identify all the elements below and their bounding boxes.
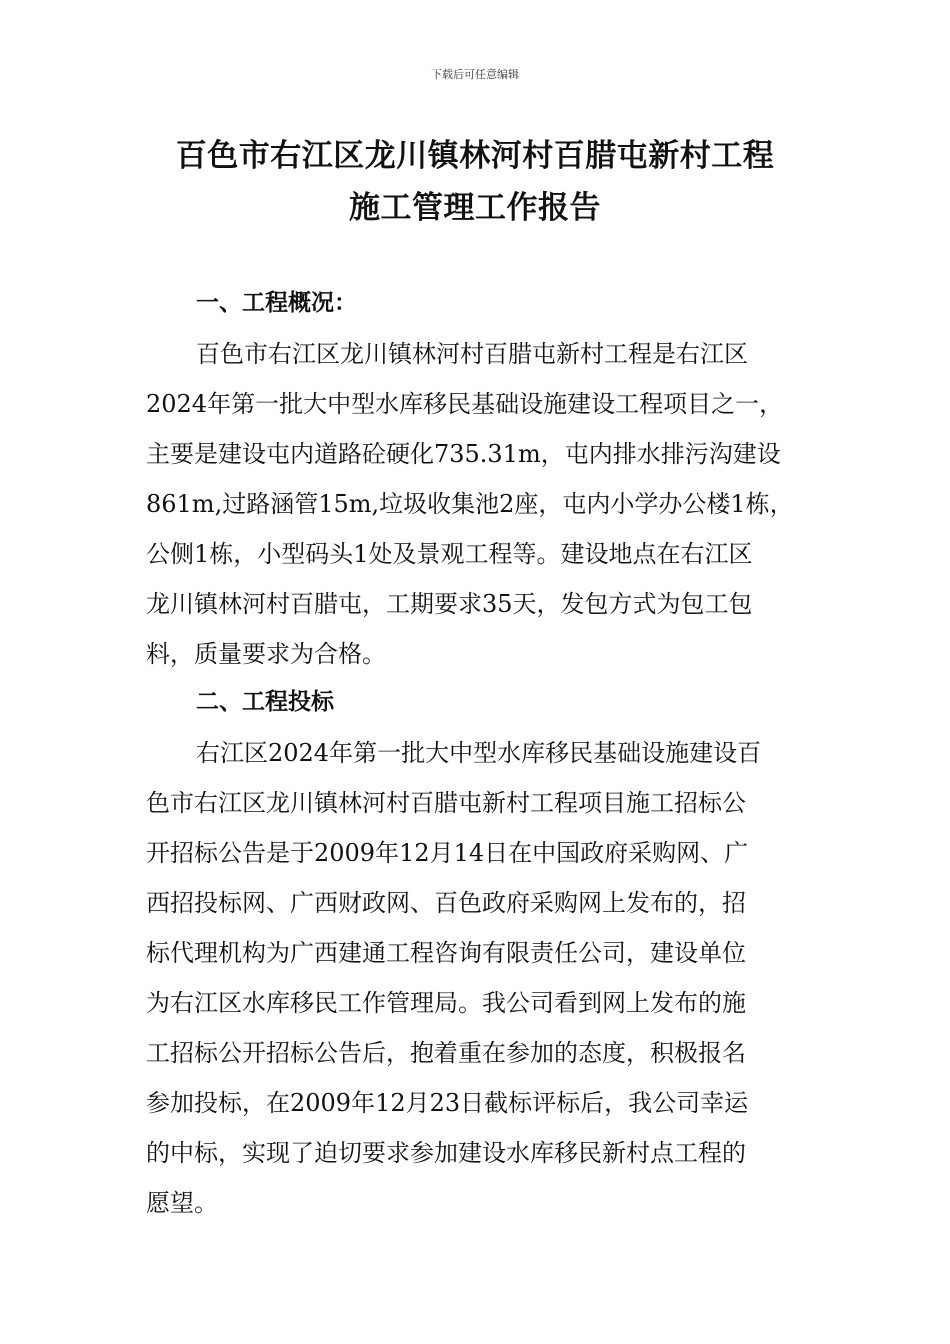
section-1-line: 主要是建设屯内道路砼硬化735.31m，屯内排水排污沟建设 [146, 440, 781, 468]
section-1-line: 百色市右江区龙川镇林河村百腊屯新村工程是右江区 [196, 340, 748, 368]
section-2-line: 参加投标，在2009年12月23日截标评标后，我公司幸运 [146, 1089, 749, 1117]
section-2-line: 右江区2024年第一批大中型水库移民基础设施建设百 [196, 739, 762, 767]
section-1-line: 料，质量要求为合格。 [146, 640, 386, 668]
section-1-line: 861m,过路涵管15m,垃圾收集池2座，屯内小学办公楼1栋， [146, 490, 794, 518]
section-2-line: 色市右江区龙川镇林河村百腊屯新村工程项目施工招标公 [146, 789, 746, 817]
section-1-line: 公侧1栋，小型码头1处及景观工程等。建设地点在右江区 [146, 540, 753, 568]
document-title-line-1: 百色市右江区龙川镇林河村百腊屯新村工程 [175, 138, 775, 174]
section-2-line: 为右江区水库移民工作管理局。我公司看到网上发布的施 [146, 989, 746, 1017]
section-2-line: 工招标公开招标公告后，抱着重在参加的态度，积极报名 [146, 1039, 746, 1067]
section-2-line: 西招投标网、广西财政网、百色政府采购网上发布的，招 [146, 889, 746, 917]
section-2-line: 标代理机构为广西建通工程咨询有限责任公司，建设单位 [146, 939, 746, 967]
section-2-line: 开招标公告是于2009年12月14日在中国政府采购网、广 [146, 839, 749, 867]
section-1-line: 龙川镇林河村百腊屯，工期要求35天，发包方式为包工包 [146, 590, 753, 618]
section-1-heading: 一、工程概况： [196, 290, 357, 316]
section-2-line: 愿望。 [146, 1189, 218, 1217]
section-1-line: 2024年第一批大中型水库移民基础设施建设工程项目之一， [146, 390, 784, 418]
header-note: 下载后可任意编辑 [431, 68, 519, 81]
document-title-line-2: 施工管理工作报告 [349, 190, 601, 226]
section-2-line: 的中标，实现了迫切要求参加建设水库移民新村点工程的 [146, 1139, 746, 1167]
section-2-heading: 二、工程投标 [196, 689, 334, 715]
